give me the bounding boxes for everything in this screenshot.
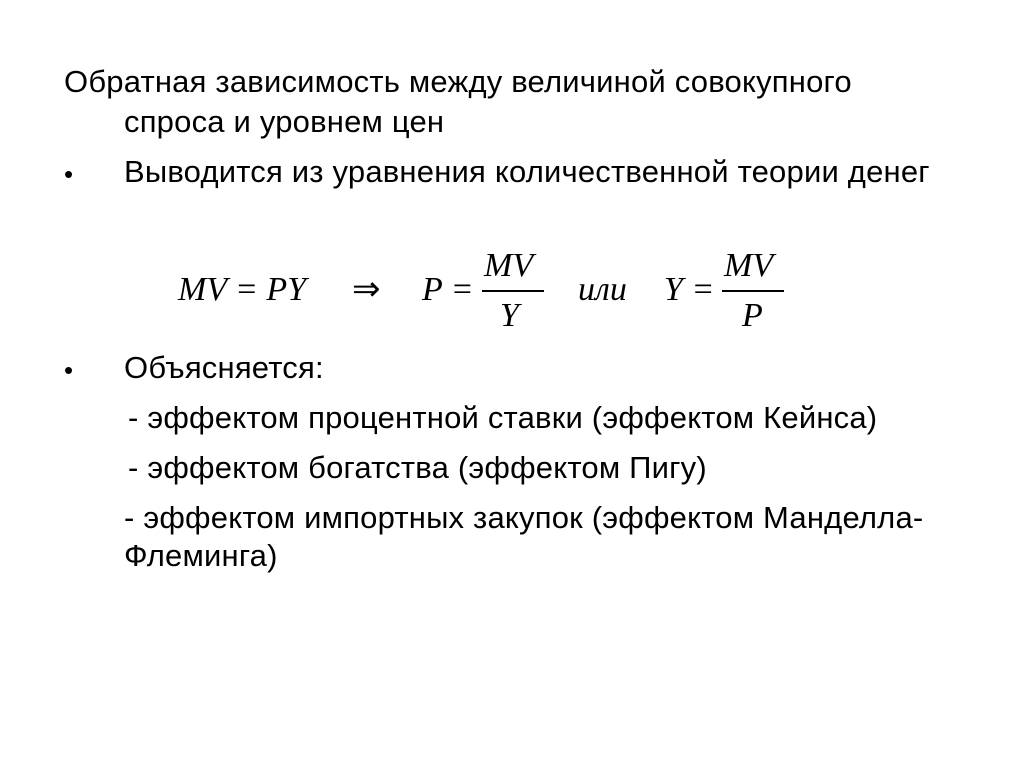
effect-interest-rate: - эффектом процентной ставки (эффектом Кейнса) [128, 400, 878, 435]
formula-p-equals: P = [422, 271, 474, 308]
effect-import-line-1: - эффектом импортных закупок (эффектом Манделла- [124, 500, 924, 535]
formula-y-equals: Y = [664, 271, 715, 308]
fraction-1-numerator: MV [484, 247, 534, 284]
bullet-derived-marker: • [64, 159, 74, 189]
fraction-2-numerator: MV [724, 247, 774, 284]
heading-line-1: Обратная зависимость между величиной совокупного [64, 64, 852, 99]
effect-wealth: - эффектом богатства (эффектом Пигу) [128, 450, 707, 485]
heading-line-2: спроса и уровнем цен [124, 104, 445, 139]
effect-import-line-2: Флеминга) [124, 538, 278, 573]
fraction-1-denominator: Y [500, 297, 519, 334]
fraction-1-bar [482, 290, 544, 292]
implies-symbol: ⇒ [352, 271, 381, 308]
bullet-derived-text: Выводится из уравнения количественной теории денег [124, 154, 930, 189]
fraction-2-bar [722, 290, 784, 292]
formula-lhs: MV = PY [178, 271, 307, 308]
formula-or-word: или [578, 271, 627, 308]
quantity-theory-formula [176, 246, 816, 338]
bullet-explained-text: Объясняется: [124, 350, 324, 385]
fraction-2-denominator: P [742, 297, 763, 334]
bullet-explained-marker: • [64, 355, 74, 385]
